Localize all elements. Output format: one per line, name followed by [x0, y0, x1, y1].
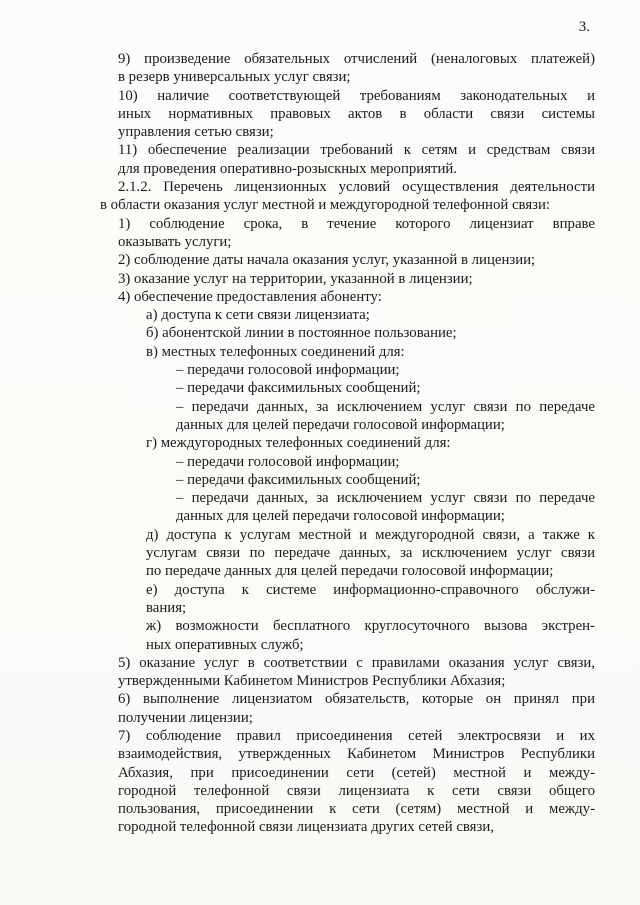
text-line: – передачи факсимильных сообщений; [176, 380, 421, 397]
text-line: данных для целей передачи голосовой информации; [176, 416, 505, 433]
text-line: 1) соблюдение срока, в течение которого лицензиат вправе [118, 215, 595, 232]
paragraph [100, 288, 595, 306]
paragraph [100, 324, 595, 342]
text-line: пользования, присоединении к сети (сетям) местной и между- [118, 801, 595, 818]
paragraph [100, 50, 595, 87]
text-line: взаимодействия, утвержденных Кабинетом Министров Республики [118, 746, 595, 763]
text-line: 11) обеспечение реализации требований к сетям и средствам связи [118, 142, 595, 159]
text-line: по передаче данных для целей передачи голосовой информации; [146, 563, 554, 580]
paragraph [100, 178, 595, 215]
text-line: г) междугородных телефонных соединений для: [146, 435, 451, 452]
paragraph [100, 581, 595, 618]
paragraph [100, 453, 595, 471]
text-line: 10) наличие соответствующей требованиям законодательных и [118, 87, 595, 104]
text-line: иных нормативных правовых актов в области связи системы [118, 105, 595, 122]
text-line: 2.1.2. Перечень лицензионных условий осуществления деятельности [118, 179, 595, 196]
text-line: б) абонентской линии в постоянное пользование; [146, 325, 457, 342]
paragraph [100, 434, 595, 452]
paragraph [100, 361, 595, 379]
text-line: получении лицензии; [118, 709, 253, 726]
paragraph [100, 87, 595, 142]
text-line: 7) соблюдение правил присоединения сетей электросвязи и их [118, 727, 595, 744]
paragraph [100, 654, 595, 691]
paragraph [100, 690, 595, 727]
text-line: в области оказания услуг местной и междугородной телефонной связи: [100, 197, 550, 214]
paragraph [100, 526, 595, 581]
paragraph [100, 379, 595, 397]
text-line: данных для целей передачи голосовой информации; [176, 508, 505, 525]
text-line: – передачи данных, за исключением услуг связи по передаче [176, 490, 595, 507]
paragraph [100, 306, 595, 324]
text-line: – передачи данных, за исключением услуг связи по передаче [176, 398, 595, 415]
text-line: оказывать услуги; [118, 233, 232, 250]
text-line: в) местных телефонных соединений для: [146, 343, 405, 360]
text-line: а) доступа к сети связи лицензиата; [146, 307, 370, 324]
paragraph [100, 471, 595, 489]
document-content [100, 50, 595, 837]
paragraph [100, 343, 595, 361]
text-line: д) доступа к услугам местной и междугородной связи, а также к [146, 526, 595, 543]
paragraph [100, 489, 595, 526]
text-line: утвержденными Кабинетом Министров Республики Абхазия; [118, 673, 506, 690]
text-line: 3) оказание услуг на территории, указанной в лицензии; [118, 270, 473, 287]
text-line: для проведения оперативно-розыскных мероприятий. [118, 160, 457, 177]
text-line: услугам связи по передаче данных, за исключением услуг связи [146, 545, 595, 562]
text-line: – передачи голосовой информации; [176, 362, 400, 379]
text-line: управления сетью связи; [118, 124, 274, 141]
text-line: е) доступа к системе информационно-справочного обслужи- [146, 581, 595, 598]
page-number: 3. [578, 19, 590, 35]
paragraph [100, 617, 595, 654]
paragraph [100, 270, 595, 288]
text-line: в резерв универсальных услуг связи; [118, 69, 351, 86]
paragraph [100, 251, 595, 269]
text-line: – передачи голосовой информации; [176, 453, 400, 470]
text-line: 2) соблюдение даты начала оказания услуг, указанной в лицензии; [118, 252, 536, 269]
text-line: вания; [146, 599, 187, 616]
text-line: 6) выполнение лицензиатом обязательств, которые он принял при [118, 691, 595, 708]
text-line: 5) оказание услуг в соответствии с правилами оказания услуг связи, [118, 654, 595, 671]
text-line: 9) произведение обязательных отчислений (неналоговых платежей) [118, 51, 595, 67]
text-line: – передачи факсимильных сообщений; [176, 471, 421, 488]
paragraph [100, 727, 595, 837]
text-line: городной телефонной связи лицензиата других сетей связи, [118, 819, 494, 836]
text-line: городной телефонной связи лицензиата к сети связи общего [118, 782, 595, 799]
paragraph [100, 215, 595, 252]
paragraph [100, 141, 595, 178]
text-line: ных оперативных служб; [146, 636, 304, 653]
text-line: 4) обеспечение предоставления абоненту: [118, 288, 382, 305]
paragraph [100, 398, 595, 435]
text-line: Абхазия, при присоединении сети (сетей) местной и между- [118, 764, 595, 781]
text-line: ж) возможности бесплатного круглосуточного вызова экстрен- [146, 618, 595, 635]
